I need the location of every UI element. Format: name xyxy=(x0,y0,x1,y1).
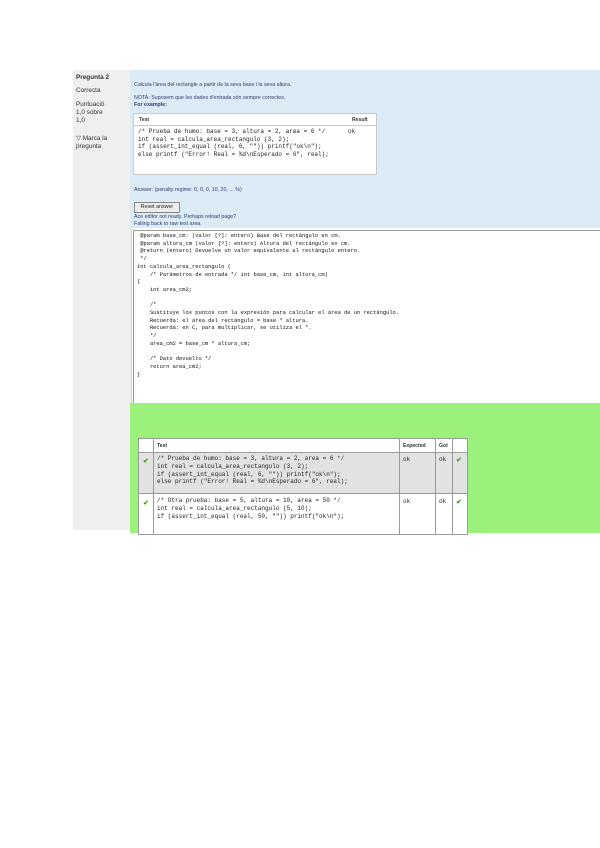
example-table xyxy=(133,113,377,175)
row-test-code: /* Otra prueba: base = 5, altura = 10, area = 50 */ int real = calcula_area_rectangulo (5, 10); if (assert_int_equal (real, 50, "")) printf("ok\n"); xyxy=(157,497,345,520)
table-row xyxy=(139,453,467,494)
check-icon: ✔ xyxy=(456,499,462,506)
results-header-test: Test xyxy=(157,443,168,449)
reset-answer-button[interactable]: Reset answer xyxy=(134,202,180,213)
question-number: Pregunta 2 xyxy=(76,74,110,81)
column-divider xyxy=(399,439,400,534)
row-expected: ok xyxy=(403,456,411,463)
example-header-result: Result xyxy=(352,117,368,123)
row-test-code: /* Prueba de humo: base = 3, altura = 2, area = 6 */ int real = calcula_area_rectangulo (3, 2); if (assert_int_equal (real, 6, "")) printf("ok\n"); else printf ("Error! Real = %d\nEsperado = 6", real); xyxy=(157,455,348,486)
flag-question-link[interactable]: ▽ Marca la xyxy=(76,135,108,142)
results-table-header xyxy=(139,439,467,453)
example-header-test: Test xyxy=(139,117,150,123)
row-got: ok xyxy=(439,456,447,463)
ace-status: Ace editor not ready. Perhaps reload page? xyxy=(134,214,237,220)
results-header-got: Got xyxy=(439,443,448,449)
results-table xyxy=(138,438,468,535)
question-info-sidebar xyxy=(73,70,132,530)
example-result: ok xyxy=(348,128,356,135)
results-header-expected: Expected xyxy=(403,443,426,449)
question-prompt: Calcula l'àrea del rectangle a partir de la seva base i la seva altura. xyxy=(134,82,292,88)
check-icon: ✔ xyxy=(143,500,149,507)
column-divider xyxy=(435,439,436,534)
example-code: /* Prueba de humo: base = 3, altura = 2, area = 6 */ int real = calcula_area_rectangulo (3, 2); if (assert_int_equal (real, 6, "")) printf("ok\n"); else printf ("Error! Real = %d\nEsperado = 6", real); xyxy=(138,128,329,158)
row-expected: ok xyxy=(403,498,411,505)
row-got: ok xyxy=(439,498,447,505)
question-note: NOTA: Suposem que les dades d'entrada són sempre correctes. xyxy=(134,95,286,101)
question-status: Correcta xyxy=(76,87,101,94)
column-divider xyxy=(452,439,453,534)
check-icon: ✔ xyxy=(456,457,462,464)
example-label: For example: xyxy=(134,102,167,108)
check-icon: ✔ xyxy=(143,458,149,465)
answer-code-textarea[interactable] xyxy=(133,230,600,416)
answer-label: Answer: (penalty regime: 0, 0, 0, 10, 20, ... %) xyxy=(134,187,242,193)
score-line-3: 1,0 xyxy=(76,117,85,124)
score-line-2: 1,0 sobre xyxy=(76,109,103,116)
column-divider xyxy=(153,439,154,534)
flag-question-link-2[interactable]: pregunta xyxy=(76,143,102,150)
score-line-1: Puntuació xyxy=(76,101,105,108)
example-table-header xyxy=(134,114,376,126)
answer-code[interactable]: @param base_cm: (valor [?]: entero) Base del rectángulo en cm. @param altura_cm (valor [?]: entero) Altura del rectángulo en cm. @return (entero) Devuelve un valor equivalente al rectángulo entero. */ int calcula_area_rectangulo ( /* Parámetros de entrada */ int base_cm, int altura_cm) { int area_cm2; /* Sustituye los puntos con la expresión para calcular el área de un rectángulo. Recuerda: el área del rectángulo = base * altura. Recuerda: en C, para multiplicar, se utiliza el *. */ area_cm2 = base_cm * altura_cm; /* Dato devuelto */ return area_cm2; } xyxy=(137,233,400,378)
table-row xyxy=(139,495,467,535)
fallback-text: Falling back to raw text area. xyxy=(134,221,202,227)
